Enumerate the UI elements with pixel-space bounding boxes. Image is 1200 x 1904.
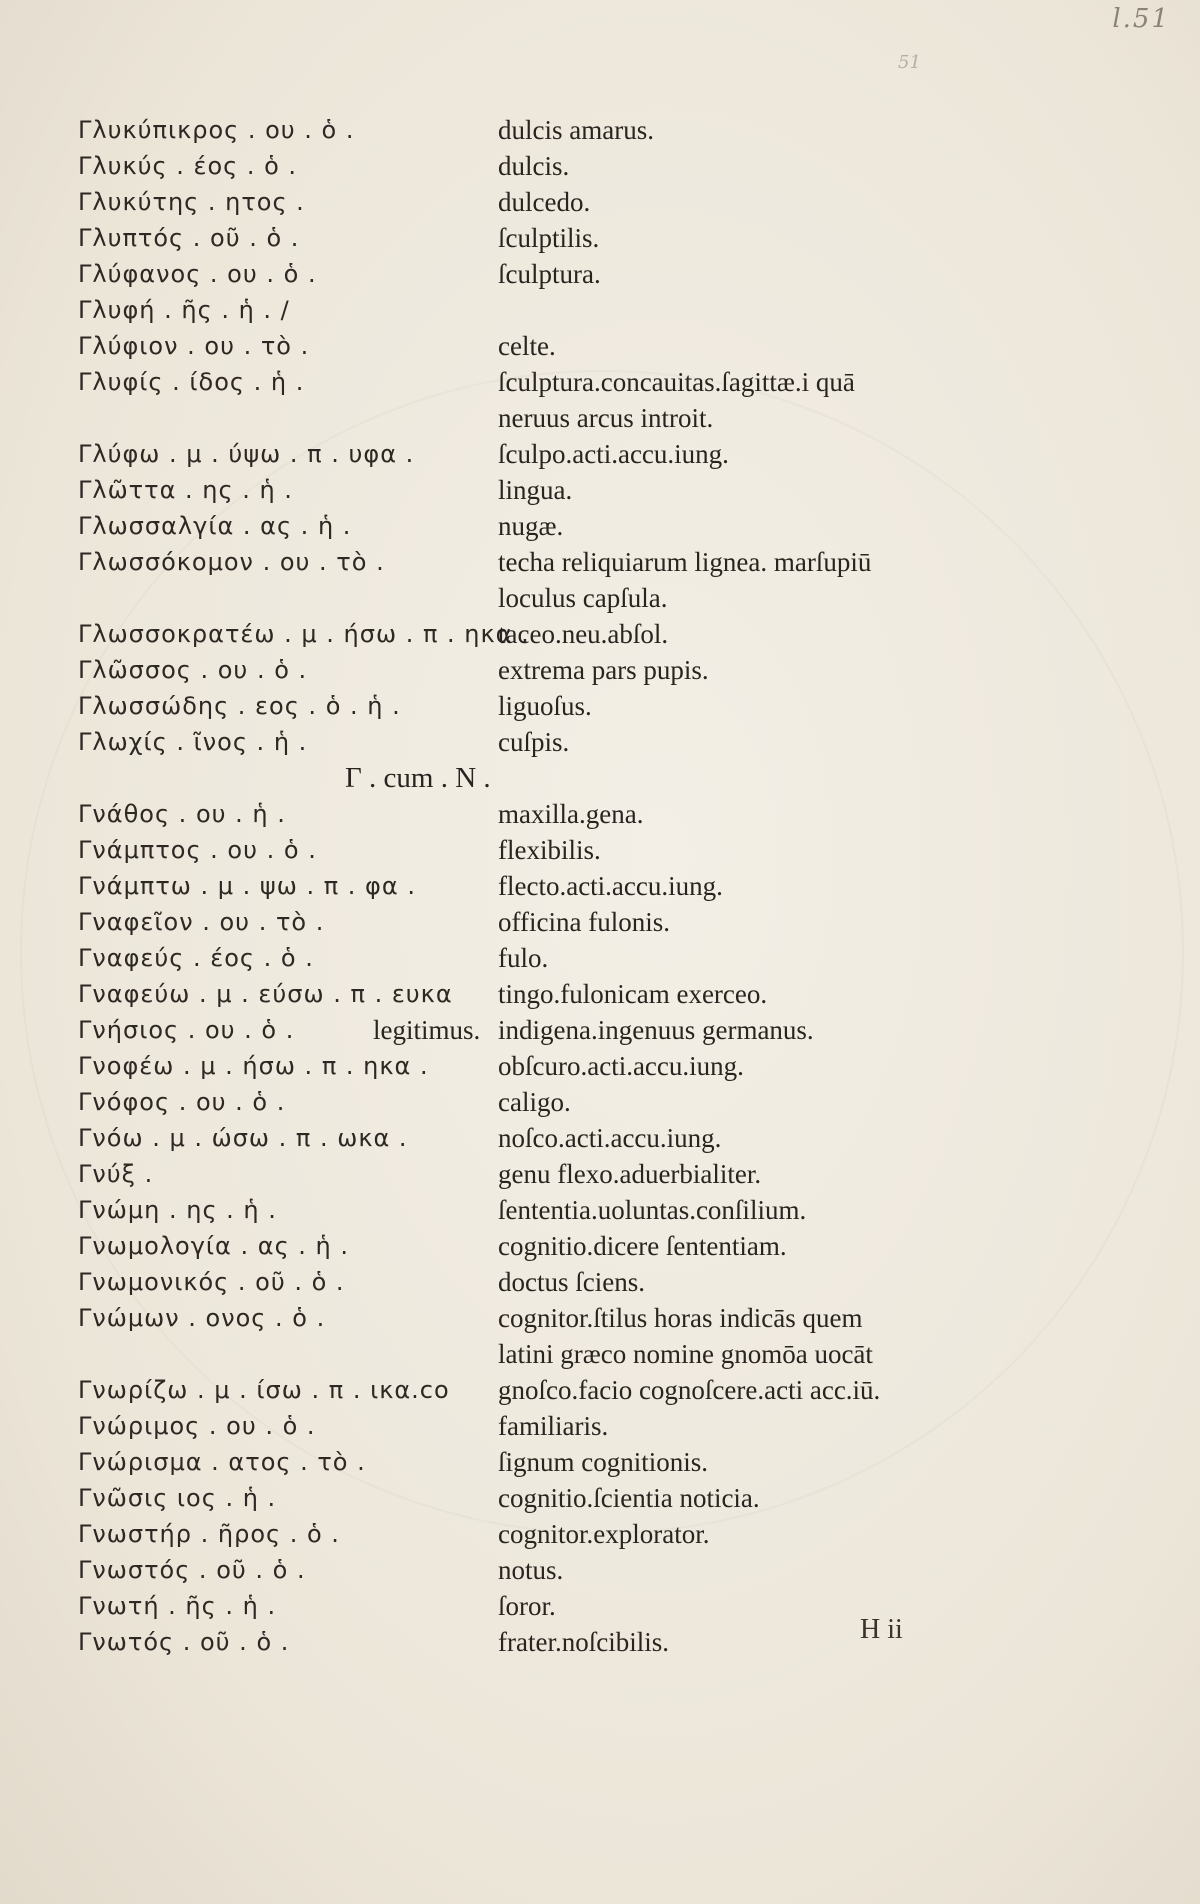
latin-gloss: ſignum cognitionis. <box>498 1447 709 1477</box>
section-heading: Γ . cum . N . <box>345 762 491 794</box>
greek-headword: Γνώριμος . ου . ὁ . <box>78 1412 316 1440</box>
latin-gloss: techa reliquiarum lignea. marſupiū <box>498 547 872 577</box>
lexicon-row <box>0 1084 1200 1120</box>
greek-headword: Γναφεύς . έος . ὁ . <box>78 944 314 972</box>
lexicon-row <box>0 112 1200 148</box>
greek-headword: Γλυκύτης . ητος . <box>78 188 305 216</box>
lexicon-row <box>0 1372 1200 1408</box>
greek-headword: Γνήσιος . ου . ὁ . <box>78 1016 295 1044</box>
latin-gloss: flecto.acti.accu.iung. <box>498 871 723 901</box>
latin-gloss: cognitio.dicere ſententiam. <box>498 1231 787 1261</box>
greek-headword: Γλύφανος . ου . ὁ . <box>78 260 317 288</box>
lexicon-row <box>0 580 1200 616</box>
latin-gloss: dulcedo. <box>498 187 591 217</box>
greek-headword: Γλύφω . μ . ύψω . π . υφα . <box>78 440 415 468</box>
greek-headword: Γνώρισμα . ατος . τὸ . <box>78 1448 366 1476</box>
greek-headword: Γνωστήρ . ῆρος . ὁ . <box>78 1520 340 1548</box>
greek-headword: Γνώμη . ης . ἡ . <box>78 1196 277 1224</box>
lexicon-row <box>0 256 1200 292</box>
latin-gloss: lingua. <box>498 475 573 505</box>
lexicon-row <box>0 292 1200 328</box>
latin-gloss: flexibilis. <box>498 835 601 865</box>
greek-headword: Γλῶττα . ης . ἡ . <box>78 476 293 504</box>
greek-headword: Γλυκύπικρος . ου . ὁ . <box>78 116 355 144</box>
latin-gloss: ſoror. <box>498 1591 556 1621</box>
latin-gloss: nugæ. <box>498 511 564 541</box>
latin-gloss: maxilla.gena. <box>498 799 644 829</box>
lexicon-row <box>0 508 1200 544</box>
lexicon-row <box>0 652 1200 688</box>
lexicon-row <box>0 904 1200 940</box>
lexicon-row <box>0 436 1200 472</box>
lexicon-row <box>0 1048 1200 1084</box>
greek-headword: Γλωχίς . ῖνος . ἡ . <box>78 728 308 756</box>
greek-headword: Γλωσσαλγία . ας . ἡ . <box>78 512 352 540</box>
lexicon-row <box>0 940 1200 976</box>
greek-headword: Γλωσσοκρατέω . μ . ήσω . π . ηκα . <box>78 620 530 648</box>
lexicon-row <box>0 364 1200 400</box>
greek-headword: Γλῶσσος . ου . ὁ . <box>78 656 308 684</box>
lexicon-row <box>0 724 1200 760</box>
lexicon-row <box>0 1444 1200 1480</box>
latin-gloss: noſco.acti.accu.iung. <box>498 1123 722 1153</box>
greek-headword: Γναφεύω . μ . εύσω . π . ευκα <box>78 980 453 1008</box>
lexicon-row <box>0 400 1200 436</box>
latin-gloss: neruus arcus introit. <box>498 403 714 433</box>
latin-gloss: ſculptura. <box>498 259 601 289</box>
greek-headword: Γνώμων . ονος . ὁ . <box>78 1304 326 1332</box>
latin-gloss: cognitio.ſcientia noticia. <box>498 1483 760 1513</box>
latin-gloss: officina fulonis. <box>498 907 670 937</box>
latin-gloss: ſculptura.concauitas.ſagittæ.i quā <box>498 367 855 397</box>
latin-gloss: obſcuro.acti.accu.iung. <box>498 1051 744 1081</box>
latin-gloss: frater.noſcibilis. <box>498 1627 669 1657</box>
greek-headword: Γνωτός . οῦ . ὁ . <box>78 1628 290 1656</box>
lexicon-row <box>0 1516 1200 1552</box>
latin-gloss: fulo. <box>498 943 549 973</box>
corner-annotation: l.51 <box>1112 4 1170 34</box>
lexicon-row <box>0 688 1200 724</box>
latin-gloss: cuſpis. <box>498 727 570 757</box>
lexicon-row <box>0 832 1200 868</box>
greek-headword: Γναφεῖον . ου . τὸ . <box>78 908 325 936</box>
lexicon-row <box>0 148 1200 184</box>
lexicon-row <box>0 544 1200 580</box>
latin-gloss: gnoſco.facio cognoſcere.acti acc.iū. <box>498 1375 881 1405</box>
lexicon-row <box>0 220 1200 256</box>
lexicon-row <box>0 1264 1200 1300</box>
greek-headword: Γλυφή . ῆς . ἡ . / <box>78 296 290 324</box>
latin-gloss-extra: legitimus. <box>373 1015 481 1045</box>
lexicon-row <box>0 616 1200 652</box>
greek-headword: Γνύξ . <box>78 1160 154 1188</box>
latin-gloss: dulcis. <box>498 151 570 181</box>
greek-headword: Γνάμπτω . μ . ψω . π . φα . <box>78 872 416 900</box>
greek-headword: Γνωμολογία . ας . ἡ . <box>78 1232 350 1260</box>
greek-headword: Γλύφιον . ου . τὸ . <box>78 332 310 360</box>
greek-headword: Γνωστός . οῦ . ὁ . <box>78 1556 306 1584</box>
latin-gloss: dulcis amarus. <box>498 115 654 145</box>
lexicon-row <box>0 1480 1200 1516</box>
greek-headword: Γνωμονικός . οῦ . ὁ . <box>78 1268 345 1296</box>
pencil-folio-number: 51 <box>898 52 921 73</box>
lexicon-row <box>0 1336 1200 1372</box>
latin-gloss: caligo. <box>498 1087 571 1117</box>
latin-gloss: taceo.neu.abſol. <box>498 619 669 649</box>
greek-headword: Γλυφίς . ίδος . ἡ . <box>78 368 305 396</box>
greek-headword: Γλωσσώδης . εος . ὁ . ἡ . <box>78 692 401 720</box>
greek-headword: Γνάμπτος . ου . ὁ . <box>78 836 317 864</box>
lexicon-row <box>0 1012 1200 1048</box>
lexicon-row <box>0 1552 1200 1588</box>
latin-gloss: genu flexo.aduerbialiter. <box>498 1159 762 1189</box>
lexicon-row <box>0 976 1200 1012</box>
greek-headword: Γνῶσις ιος . ἡ . <box>78 1484 277 1512</box>
lexicon-row <box>0 868 1200 904</box>
greek-headword: Γνωτή . ῆς . ἡ . <box>78 1592 277 1620</box>
lexicon-row <box>0 1300 1200 1336</box>
lexicon-row <box>0 472 1200 508</box>
latin-gloss: ſententia.uoluntas.conſilium. <box>498 1195 807 1225</box>
lexicon-row <box>0 328 1200 364</box>
latin-gloss: latini græco nomine gnomōa uocāt <box>498 1339 873 1369</box>
latin-gloss: indigena.ingenuus germanus. <box>498 1015 814 1045</box>
latin-gloss: celte. <box>498 331 556 361</box>
lexicon-row <box>0 1156 1200 1192</box>
lexicon-row <box>0 1588 1200 1624</box>
greek-headword: Γλυκύς . έος . ὁ . <box>78 152 298 180</box>
greek-headword: Γλυπτός . οῦ . ὁ . <box>78 224 300 252</box>
greek-headword: Γλωσσόκομον . ου . τὸ . <box>78 548 385 576</box>
greek-headword: Γνωρίζω . μ . ίσω . π . ικα.co <box>78 1376 450 1404</box>
latin-gloss: extrema pars pupis. <box>498 655 709 685</box>
lexicon-row <box>0 1408 1200 1444</box>
latin-gloss: ſculpo.acti.accu.iung. <box>498 439 729 469</box>
greek-headword: Γνόφος . ου . ὁ . <box>78 1088 286 1116</box>
greek-headword: Γνόω . μ . ώσω . π . ωκα . <box>78 1124 408 1152</box>
lexicon-row <box>0 1120 1200 1156</box>
signature-mark: H ii <box>860 1614 903 1645</box>
latin-gloss: tingo.fulonicam exerceo. <box>498 979 768 1009</box>
latin-gloss: familiaris. <box>498 1411 609 1441</box>
greek-headword: Γνάθος . ου . ἡ . <box>78 800 286 828</box>
lexicon-row <box>0 1228 1200 1264</box>
lexicon-row <box>0 796 1200 832</box>
latin-gloss: doctus ſciens. <box>498 1267 645 1297</box>
greek-headword: Γνοφέω . μ . ήσω . π . ηκα . <box>78 1052 429 1080</box>
lexicon-row <box>0 1624 1200 1660</box>
lexicon-row <box>0 184 1200 220</box>
latin-gloss: cognitor.ſtilus horas indicās quem <box>498 1303 863 1333</box>
latin-gloss: cognitor.explorator. <box>498 1519 710 1549</box>
lexicon-row <box>0 1192 1200 1228</box>
latin-gloss: liguoſus. <box>498 691 592 721</box>
latin-gloss: notus. <box>498 1555 564 1585</box>
latin-gloss: loculus capſula. <box>498 583 668 613</box>
latin-gloss: ſculptilis. <box>498 223 600 253</box>
